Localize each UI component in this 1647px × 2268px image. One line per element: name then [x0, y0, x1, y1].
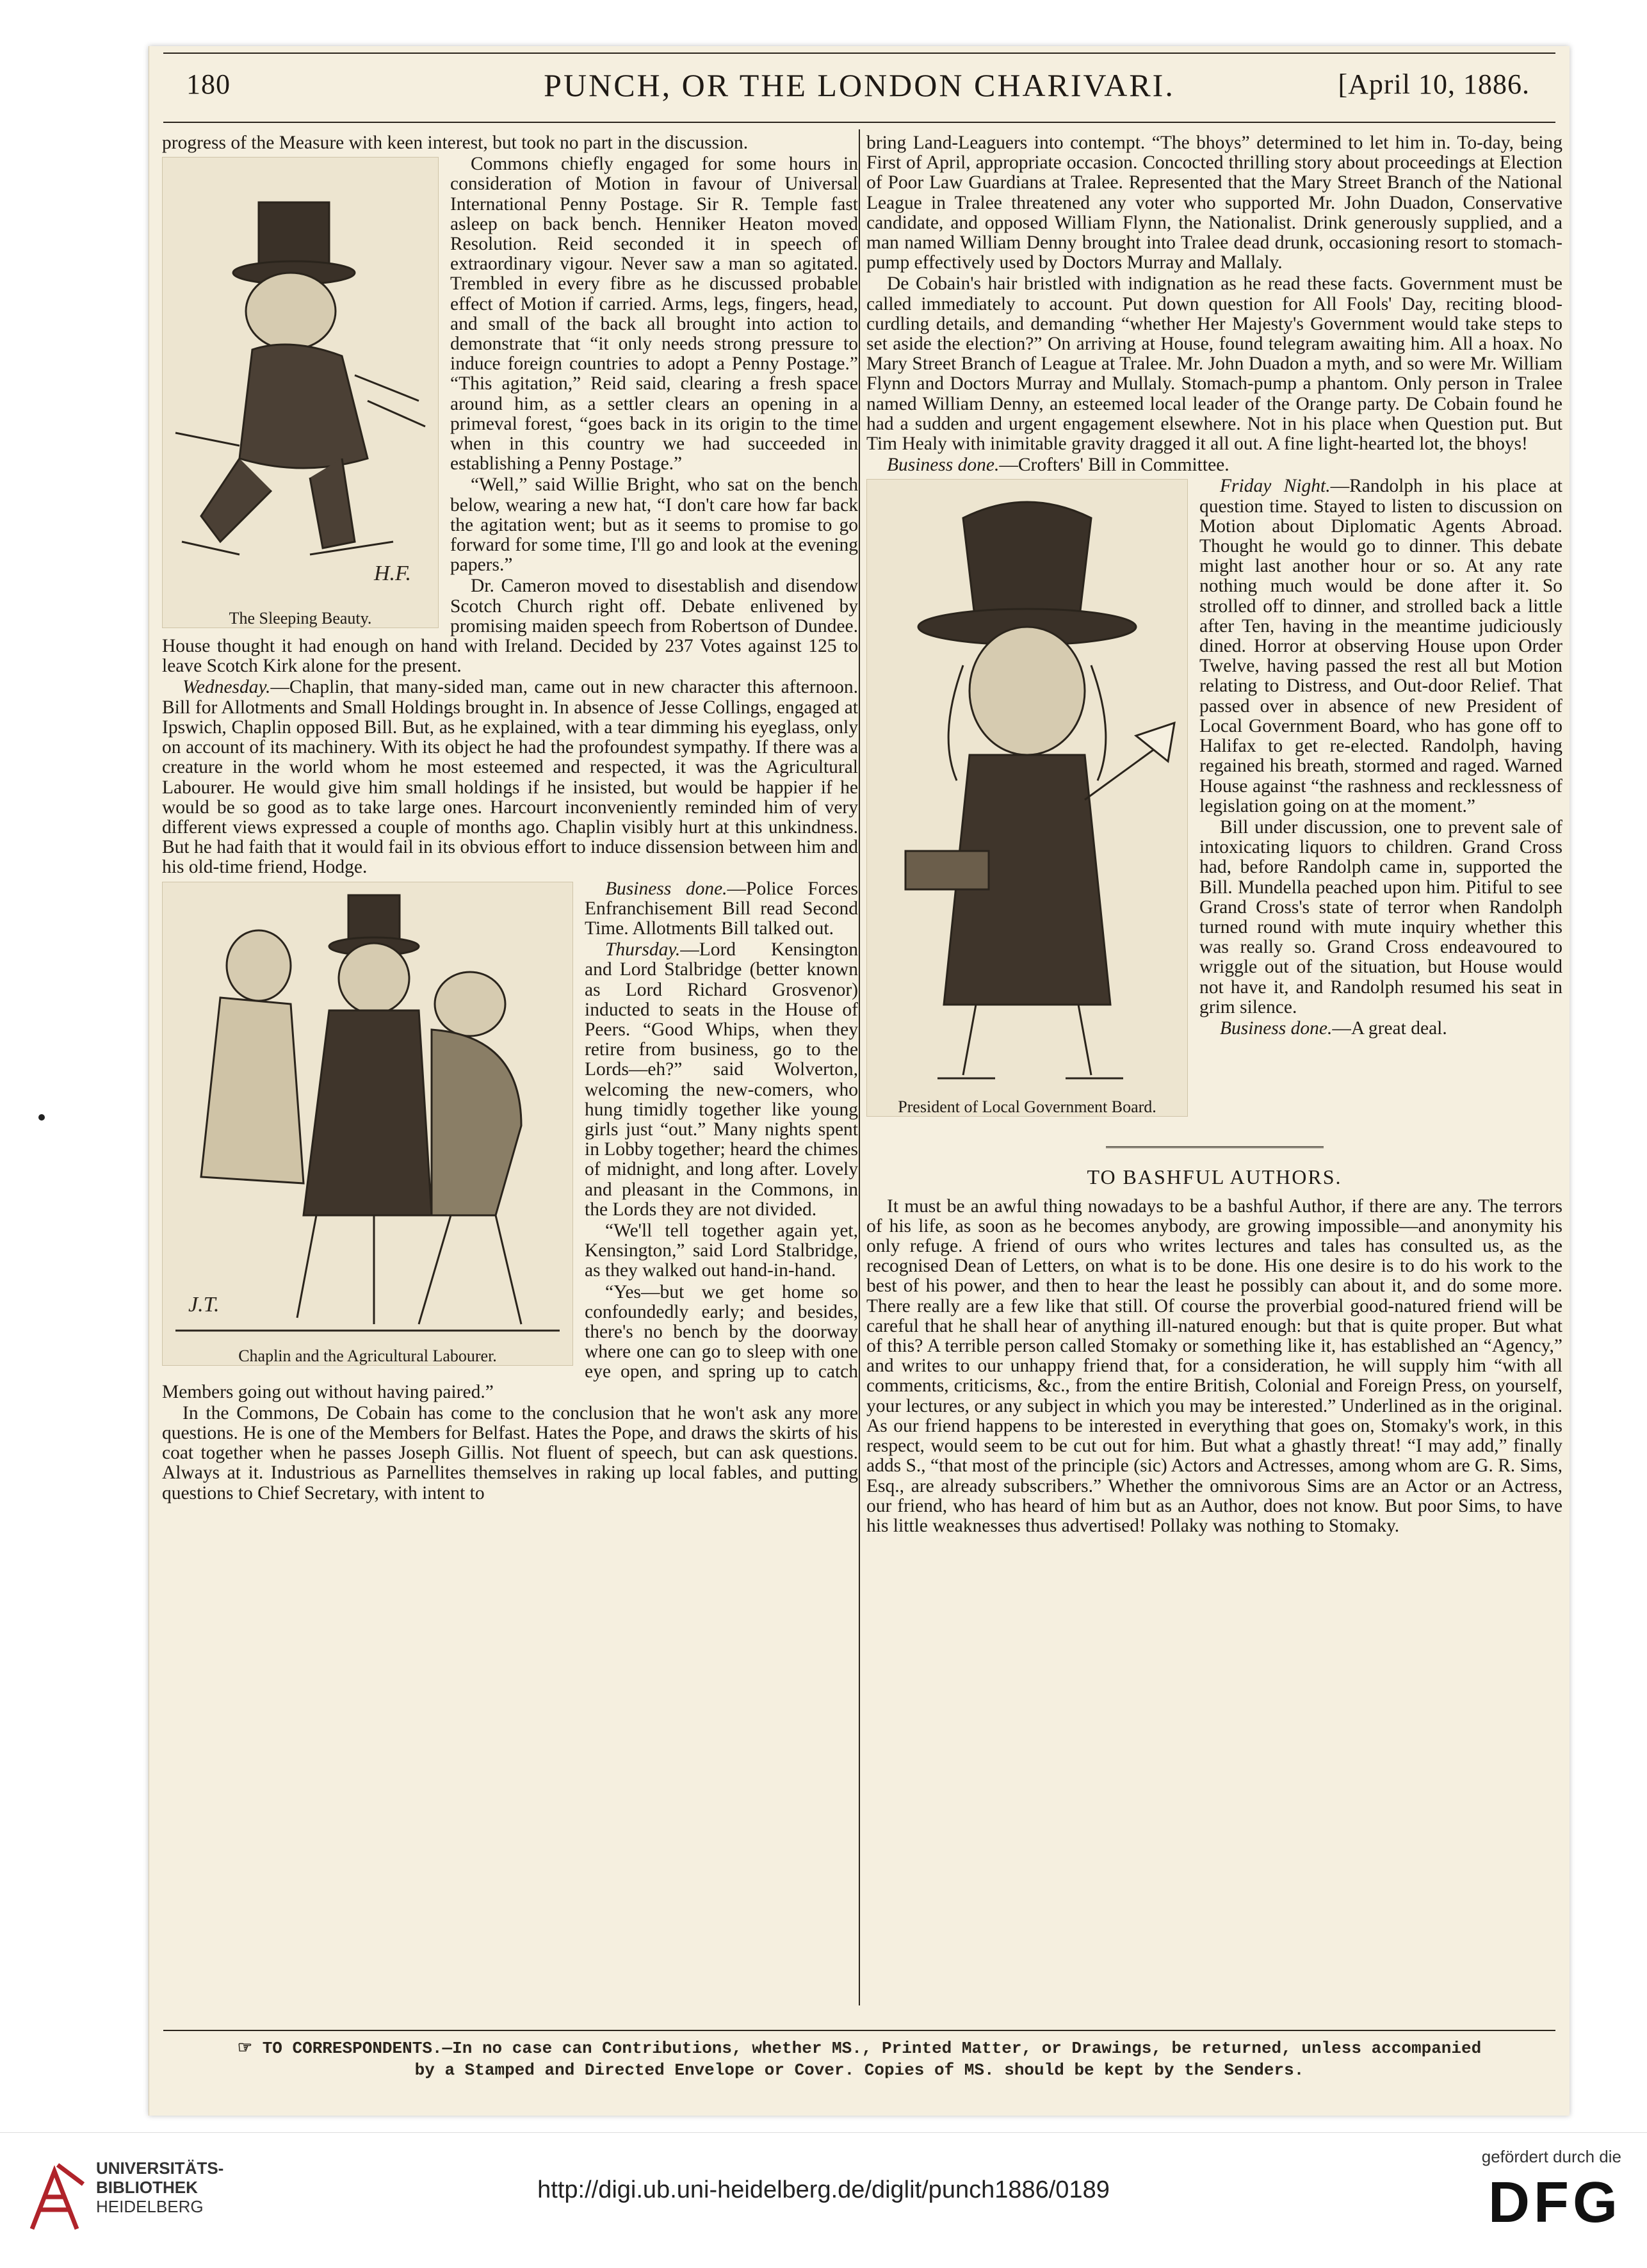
column-divider [859, 129, 860, 2005]
paragraph [162, 677, 858, 877]
library-name-line: HEIDELBERG [96, 2197, 204, 2216]
illustration-randolph [866, 479, 1188, 1117]
dfg-logo: DFG [1488, 2171, 1621, 2235]
day-label: Friday Night. [1220, 476, 1331, 497]
day-label: Wednesday. [183, 677, 271, 698]
paragraph: De Cobain's hair bristled with indignation as he read these facts. Government must be called immediately to account. Put down question for All Fools' Day, reciting blood-curdling details, and demanding “whether Her Majesty's Government would take steps to set aside the election?” On arriving at House, found telegram awaiting him. All a hoax. No Mary Street Branch of League at Tralee. Mr. John Duadon a myth, and so were Mr. William Flynn and Doctors Murray and Mullaly. Stomach-pump a phantom. Only person in Tralee named William Denny, an esteemed local leader of the Orange party. De Cobain found he had a sudden and urgent engagement elsewhere. Not in his place when Question put. But Tim Healy with inimitable gravity dragged it all out. A fine light-hearted lot, the bhoys! [866, 273, 1562, 455]
left-column [162, 133, 858, 1505]
paragraph-text: —Chaplin, that many-sided man, came out in new character this afternoon. Bill for Allotments and Small Holdings brought in. In absence of Jesse Collings, engaged at Ipswich, Chaplin opposed Bill. But, as he explained, with a tear dimming his eyeglass, only on account of its machinery. With its object he had the profoundest sympathy. If there was a creature in the world whom he most esteemed and respected, it was the Agricultural Labourer. He would give him small holdings if he insisted, but would be happier if he would be so good as to take large ones. Harcourt inconveniently reminded him of very different views expressed a couple of months ago. Chaplin visibly hurt at this unkindness. But he had faith that it would fail in its obvious effort to induce dissension between him and his old-time friend, Hodge. [162, 677, 858, 878]
paragraph: Dr. Cameron moved to disestablish and disendow Scotch Church right off. Debate enlivened by promising maiden speech from Robertson of Dundee. House thought it had enough on hand with Ireland. Decided by 237 Votes against 125 to leave Scotch Kirk alone for the present. [162, 576, 858, 677]
notice-rule [163, 2030, 1555, 2031]
paragraph: “Yes—but we get home so confoundedly early; and besides, there's no bench by the doorway where one can go to sleep with one eye open, and spring up to catch Members going out without having paired.” [162, 1281, 858, 1402]
illustration-caption: The Sleeping Beauty. [229, 609, 372, 628]
paragraph: “Well,” said Willie Bright, who sat on the bench below, wearing a new hat, “I don't care how far back the agitation went; but as it seems to promise to go forward for some time, I'll go and look at the evening papers.” [450, 474, 858, 576]
header-top-rule [163, 53, 1555, 54]
scan-speck [38, 1114, 45, 1121]
notice-line: by a Stamped and Directed Envelope or Cover. Copies of MS. should be kept by the Senders. [414, 2061, 1304, 2080]
illustration-sleeping-beauty [162, 157, 439, 628]
funding-note: gefördert durch die [1481, 2147, 1621, 2166]
notice-line: ☞ TO CORRESPONDENTS.—In no case can Contributions, whether MS., Printed Matter, or Drawings, be returned, unless accompanied [237, 2039, 1482, 2058]
paragraph: It must be an awful thing nowadays to be a bashful Author, if there are any. The terrors of his life, as soon as he becomes anybody, are growing impossible—and anonymity his only refuge. A friend of ours who writes lectures and tales has consulted us, as the recognised Dean of Letters, on what is to be done. His one desire is to do his work to the best of his power, and then to hear the least he possibly can about it, and do some more. There really are a few like that still. Of course the proverbial good-natured friend will be careful that he shall hear of anything ill-natured enough: but that is quite proper. But what of this? A terrible person called Stomaky or something like it, has established an “Agency,” and writes to our unhappy friend that, for a consideration, he will supply him “with all comments, criticisms, &c., from the entire British, Colonial and Foreign Press, on yourself, your lectures, or any subject in which you may be interested.” Underlined as in the original. As our friend happens to be interested in everything that goes on, Stomaky's work, in this respect, would seem to be cut out for him. But what a ghastly threat! “I may add,” finally adds S., “that most of the principle (sic) Actors and Actresses, among whom are G. R. Sims, Esq., are already subscribers.” Whether the omnivorous Sims are an Actor or an Actress, our friend, who has heard of him but as an Author, does not know. But poor Sims, to have his little weaknesses thus advertised! Pollaky was nothing to Stomaky. [866, 1195, 1562, 1536]
paragraph: Bill under discussion, one to prevent sale of intoxicating liquors to children. Grand Cross had, before Randolph came in, supported the Bill. Mundella peached upon him. Pitiful to see Grand Cross's state of terror when Randolph turned round with mute inquiry whether this was really so. Grand Cross endeavoured to wriggle out of the situation, but House would not have it, and Randolph resumed his seat in grim silence. [1199, 816, 1562, 1017]
sleeping-beauty-drawing [163, 158, 438, 606]
paragraph-text: —Crofters' Bill in Committee. [999, 455, 1229, 476]
svg-text:J.T.: J.T. [188, 1292, 220, 1316]
business-done-label: Business done. [1220, 1017, 1333, 1039]
page-date: [April 10, 1886. [1338, 69, 1530, 100]
page-title: PUNCH, OR THE LONDON CHARIVARI. [544, 67, 1175, 103]
header-bottom-rule [163, 122, 1555, 123]
paragraph: progress of the Measure with keen interest, but took no part in the discussion. [162, 133, 749, 153]
paragraph: In the Commons, De Cobain has come to the conclusion that he won't ask any more questions. He is one of the Members for Belfast. Hates the Pope, and draws the skirts of his coat together when he passes Joseph Gillis. Not fluent of speech, but can ask questions. Always at it. Industrious as Parnellites themselves in raking up local fables, and putting questions to Chief Secretary, with intent to [162, 1402, 858, 1503]
randolph-drawing [867, 480, 1187, 1094]
svg-text:H.F.: H.F. [374, 562, 411, 586]
digitization-footer [0, 2132, 1647, 2268]
business-done-label: Business done. [887, 455, 1000, 476]
day-label: Thursday. [605, 939, 681, 960]
chaplin-drawing [163, 882, 572, 1343]
page-number: 180 [186, 69, 231, 100]
library-name-line: BIBLIOTHEK [96, 2178, 198, 2197]
permalink-url[interactable]: http://digi.ub.uni-heidelberg.de/diglit/punch1886/0189 [537, 2176, 1110, 2203]
library-name-line: UNIVERSITÄTS- [96, 2159, 224, 2178]
paragraph-text: —A great deal. [1332, 1017, 1447, 1039]
page-header [163, 63, 1555, 108]
section-divider [1106, 1146, 1324, 1148]
illustration-caption: Chaplin and the Agricultural Labourer. [238, 1346, 497, 1365]
paragraph-text: —Randolph in his place at question time. Stayed to listen to discussion on Motion about Diplomatic Agents Abroad. Thought he would go to dinner. This debate might last another hour or so. At any rate nothing much would be done after it. So strolled off to dinner, and strolled back a little after Ten, having in the meantime judiciously dined. Horror at observing House upon Order Twelve, having passed the rest all but Motion relating to Distress, and Out-door Relief. That passed over in absence of new President of Local Government Board, who has gone off to Halifax to get re-elected. Randolph, having regained his breath, stormed and raged. Warned House against “the rashness and recklessness of legislation going on at the moment.” [1199, 476, 1563, 816]
newspaper-page [149, 46, 1570, 2116]
paragraph: “We'll tell together again yet, Kensington,” said Lord Stalbridge, as they walked out hand-in-hand. [585, 1220, 858, 1281]
right-column [866, 133, 1562, 1537]
paragraph [866, 455, 1562, 475]
paragraph-text: —Police Forces Enfranchisement Bill read Second Time. Allotments Bill talked out. [585, 878, 859, 939]
correspondents-notice [175, 2037, 1544, 2081]
paragraph-text: —Lord Kensington and Lord Stalbridge (better known as Lord Richard Grosvenor) inducted to seats in the House of Peers. “Good Whips, when they retire from business, go to the Lords—eh?” said Wolverton, welcoming the new-comers, who hung timidly together like young girls just “out.” Many nights spent in Lobby together; heard the chimes of midnight, and long after. Lovely and pleasant in the Commons, in the Lords they are not divided. [585, 939, 858, 1220]
business-done-label: Business done. [605, 878, 727, 899]
illustration-caption: President of Local Government Board. [898, 1098, 1156, 1117]
section-title: TO BASHFUL AUTHORS. [1087, 1165, 1342, 1189]
paragraph: bring Land-Leaguers into contempt. “The bhoys” determined to let him in. To-day, being First of April, appropriate occasion. Concocted thrilling story about proceedings at Election of Poor Law Guardians at Tralee. Represented that the Mary Street Branch of the National League in Tralee threatened any voter who supported Mr. John Duadon, Conservative candidate, and opposed William Flynn, the Nationalist. Drink generously supplied, and a man named William Denny brought into Tralee dead drunk, occasioning resort to stomach-pump effectively used by Doctors Murray and Mallaly. [866, 133, 1562, 273]
illustration-chaplin [162, 882, 573, 1366]
paragraph: Commons chiefly engaged for some hours in consideration of Motion in favour of Universal International Penny Postage. Sir R. Temple fast asleep on back bench. Henniker Heaton moved Resolution. Reid seconded it in speech of extraordinary vigour. Never saw a man so agitated. Trembled in every fibre as he discussed probable effect of Motion if carried. Arms, legs, fingers, head, and small of the back all brought into action to demonstrate that “it only needs strong pressure to induce foreign countries to adopt a Penny Postage.” “This agitation,” Reid said, clearing a fresh space around him, as a settler clears an opening in a primeval forest, “goes back in its origin to the time when in this country we had succeeded in establishing a Penny Postage.” [450, 154, 858, 474]
